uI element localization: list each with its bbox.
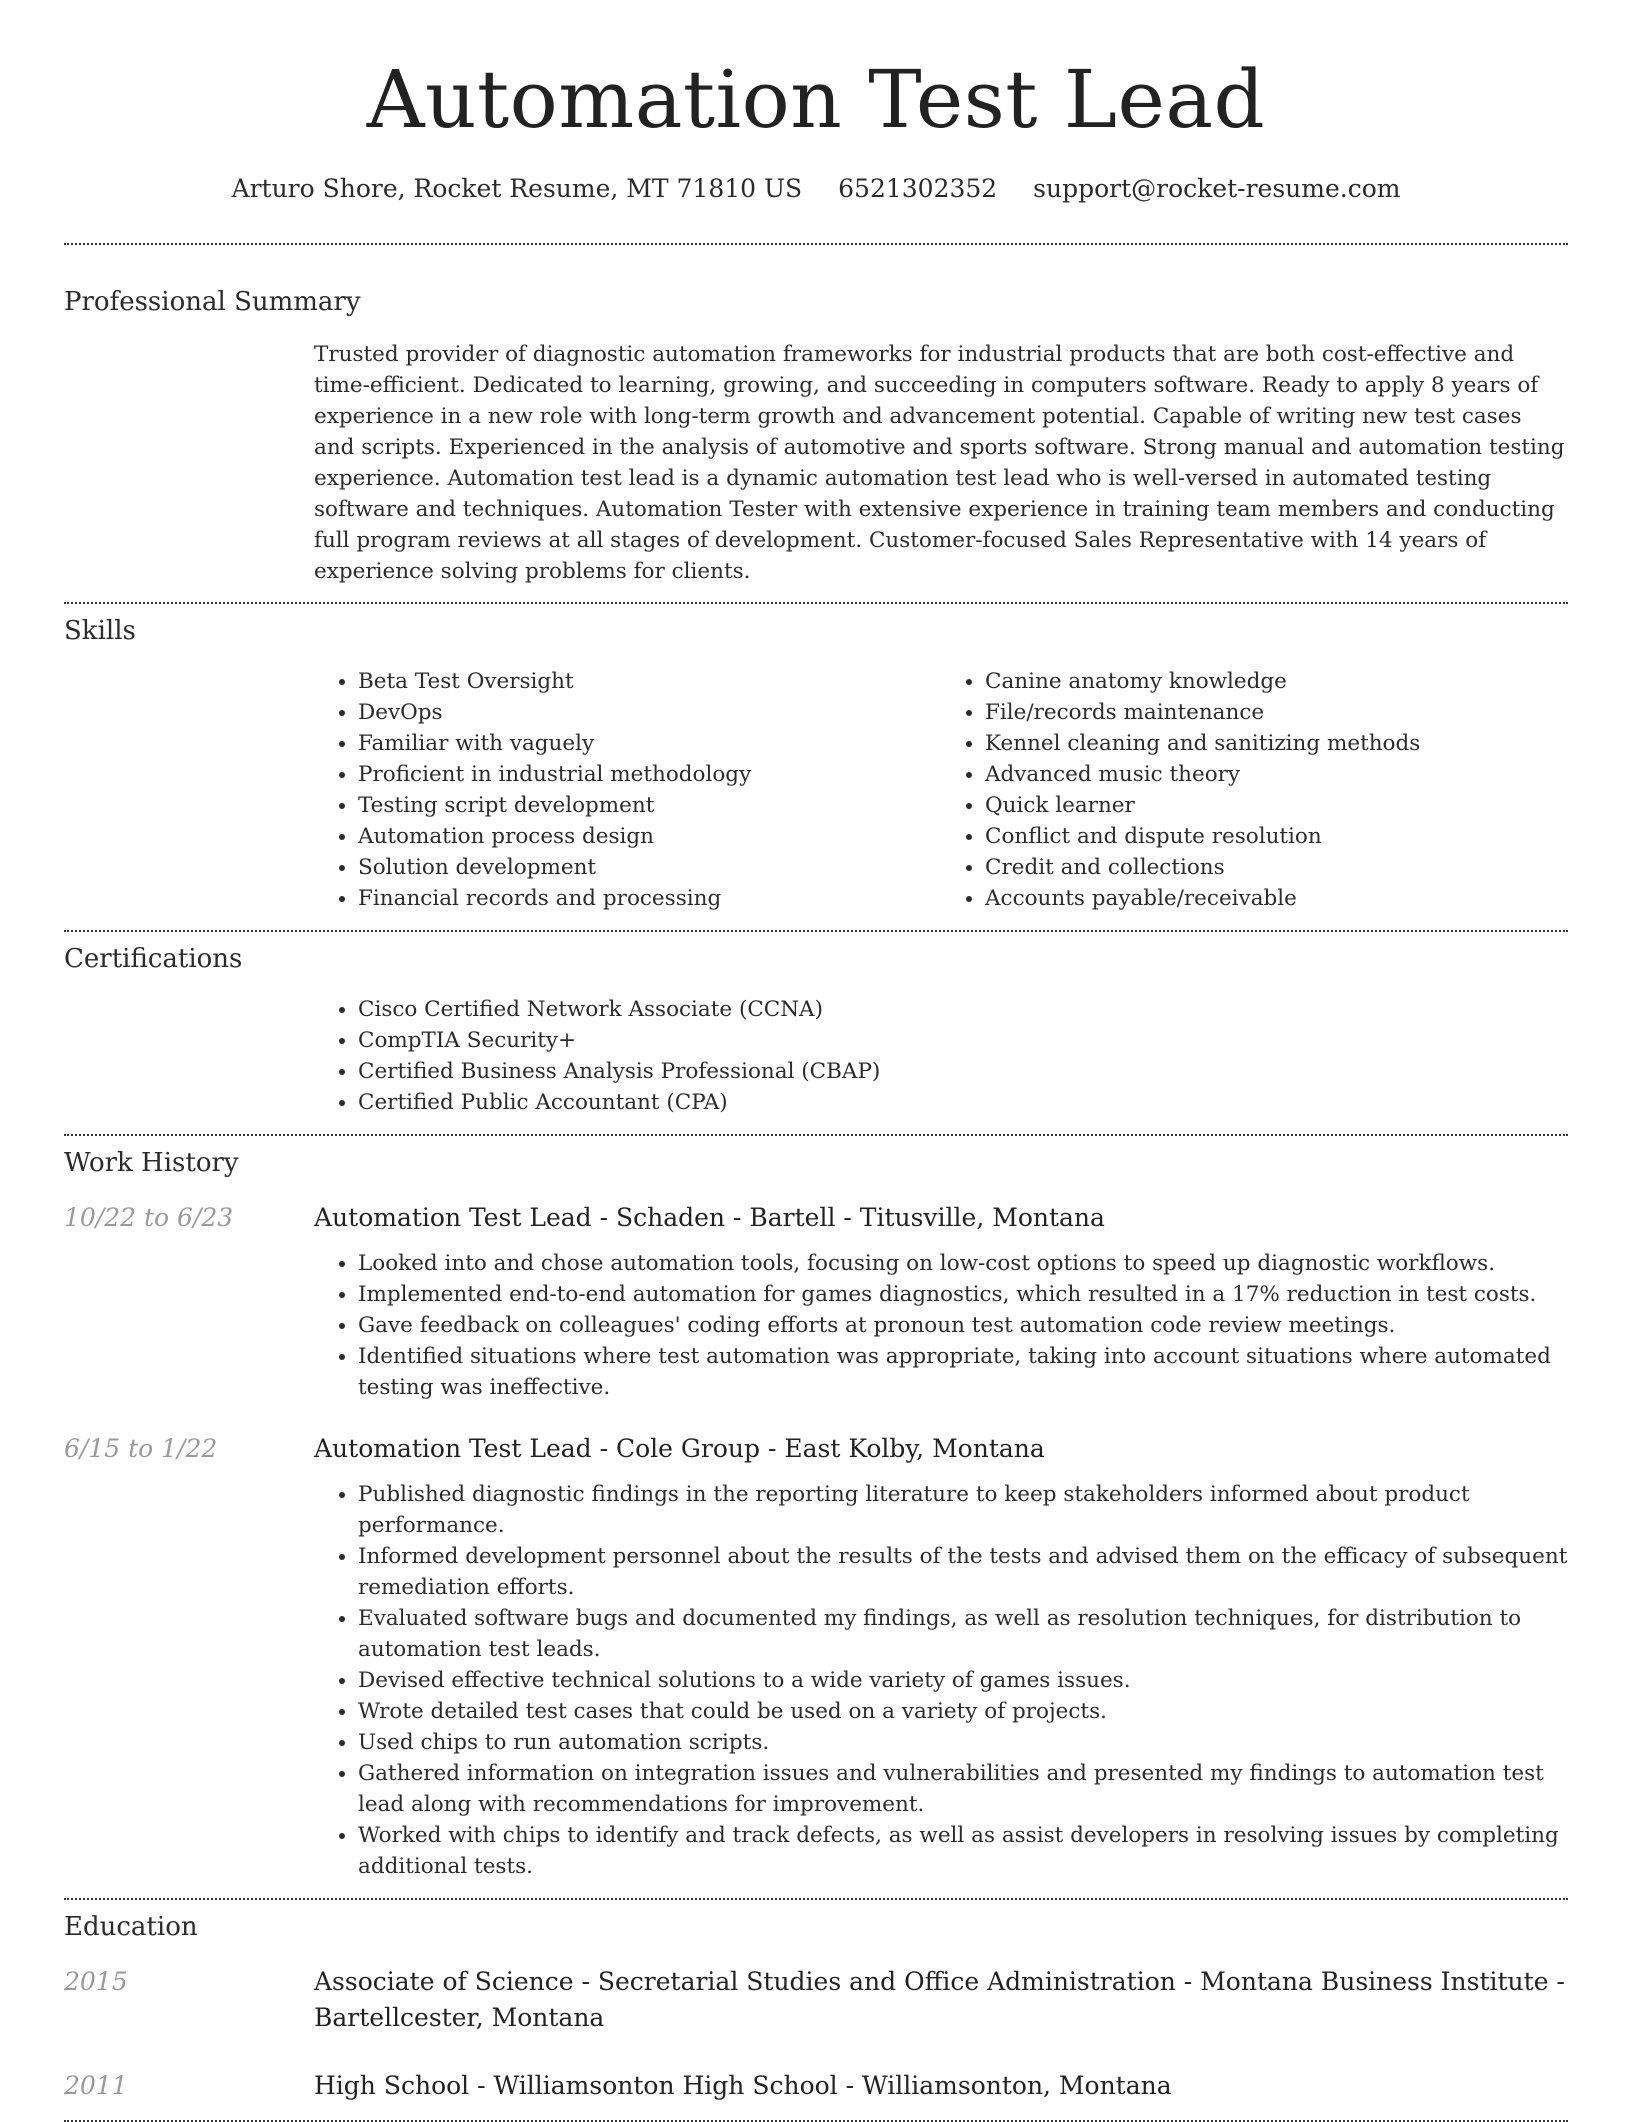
skills-list-right [941,666,1568,914]
job-dates: 10/22 to 6/23 [64,1203,234,1232]
skill-item: • Credit and collections [985,852,1568,883]
job-bullet: • Wrote detailed test cases that could be used on a variety of projects. [358,1696,1568,1727]
contact-line [64,174,1568,203]
job-heading: Automation Test Lead - Cole Group - East Kolby, Montana [314,1434,1045,1463]
job-entry [64,1431,1568,1882]
skill-item: • Automation process design [358,821,941,852]
certifications-list [314,994,1568,1118]
job-bullet: • Gave feedback on colleagues' coding efforts at pronoun test automation code review meetings. [358,1310,1568,1341]
skill-item: • File/records maintenance [985,697,1568,728]
summary-text: Trusted provider of diagnostic automation frameworks for industrial products that are both cost-effective and time-efficient. Dedicated to learning, growing, and succeeding in computers software. Ready to apply 8 years of experience in a new role with long-term growth and advancement potential. Capable of writing new test cases and scripts. Experienced in the analysis of automotive and sports software. Strong manual and automation testing experience. Automation test lead is a dynamic automation test lead who is well-versed in automated testing software and techniques. Automation Tester with extensive experience in training team members and conducting full program reviews at all stages of development. Customer-focused Sales Representative with 14 years of experience solving problems for clients. [314,342,1565,584]
skill-item: • Familiar with vaguely [358,728,941,759]
contact-phone: 6521302352 [838,174,998,203]
job-entry [64,1200,1568,1403]
education-heading: Education [64,1912,198,1942]
job-heading: Automation Test Lead - Schaden - Bartell - Titusville, Montana [314,1203,1105,1232]
job-bullet: • Evaluated software bugs and documented my findings, as well as resolution techniques, for distribution to automation test leads. [358,1603,1568,1665]
skill-item: • Conflict and dispute resolution [985,821,1568,852]
skill-item: • Solution development [358,852,941,883]
certification-item: • Cisco Certified Network Associate (CCNA) [358,994,1568,1025]
contact-address: Arturo Shore, Rocket Resume, MT 71810 US [231,174,803,203]
skills-heading: Skills [64,616,136,646]
job-bullet: • Devised effective technical solutions to a wide variety of games issues. [358,1665,1568,1696]
education-year: 2011 [64,2071,128,2100]
education-entry [64,1964,1568,2036]
job-bullet: • Identified situations where test automation was appropriate, taking into account situations where automated testing was ineffective. [358,1341,1568,1403]
skill-item: • Kennel cleaning and sanitizing methods [985,728,1568,759]
job-bullets [314,1479,1568,1882]
skill-item: • Canine anatomy knowledge [985,666,1568,697]
education-entry [64,2068,1568,2104]
work-section [64,1136,1568,1882]
certifications-heading: Certifications [64,944,243,974]
job-bullet: • Looked into and chose automation tools, focusing on low-cost options to speed up diagnostic workflows. [358,1248,1568,1279]
education-year: 2015 [64,1967,128,1996]
job-bullet: • Implemented end-to-end automation for games diagnostics, which resulted in a 17% reduction in test costs. [358,1279,1568,1310]
resume-title: Automation Test Lead [366,53,1266,146]
skill-item: • Financial records and processing [358,883,941,914]
certification-item: • Certified Public Accountant (CPA) [358,1087,1568,1118]
job-bullets [314,1248,1568,1403]
skill-item: • Quick learner [985,790,1568,821]
certifications-section [64,932,1568,1118]
job-bullet: • Gathered information on integration issues and vulnerabilities and presented my findings to automation test lead along with recommendations for improvement. [358,1758,1568,1820]
skill-item: • Testing script development [358,790,941,821]
resume-page [64,0,1568,2122]
certification-item: • Certified Business Analysis Professional (CBAP) [358,1056,1568,1087]
education-heading-text: High School - Williamsonton High School - Williamsonton, Montana [314,2071,1172,2100]
skills-section [64,604,1568,914]
contact-email: support@rocket-resume.com [1033,174,1401,203]
education-heading-text: Associate of Science - Secretarial Studies and Office Administration - Montana Business Institute - Bartellcester, Montana [314,1967,1565,2032]
job-bullet: • Worked with chips to identify and track defects, as well as assist developers in resolving issues by completing additional tests. [358,1820,1568,1882]
skill-item: • Proficient in industrial methodology [358,759,941,790]
job-bullet: • Used chips to run automation scripts. [358,1727,1568,1758]
job-bullet: • Published diagnostic findings in the reporting literature to keep stakeholders informed about product performance. [358,1479,1568,1541]
summary-heading: Professional Summary [64,287,361,317]
work-heading: Work History [64,1148,239,1178]
skill-item: • Advanced music theory [985,759,1568,790]
skills-list-left [314,666,941,914]
certification-item: • CompTIA Security+ [358,1025,1568,1056]
skill-item: • Accounts payable/receivable [985,883,1568,914]
job-bullet: • Informed development personnel about the results of the tests and advised them on the efficacy of subsequent remediation efforts. [358,1541,1568,1603]
skill-item: • DevOps [358,697,941,728]
skill-item: • Beta Test Oversight [358,666,941,697]
summary-section [64,245,1568,587]
education-section [64,1900,1568,2104]
job-dates: 6/15 to 1/22 [64,1434,218,1463]
